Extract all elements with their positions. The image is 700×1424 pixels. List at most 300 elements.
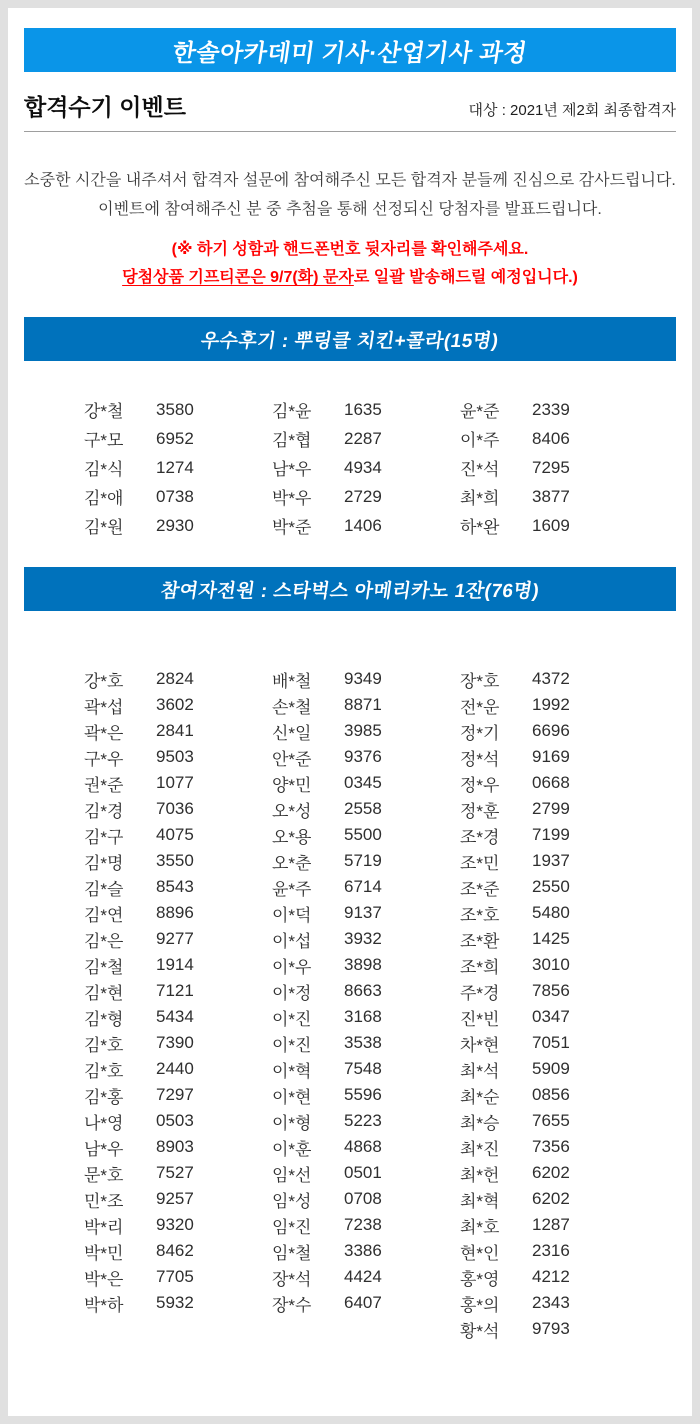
winner-phone-digits: 2841: [156, 721, 194, 740]
winner-row: [272, 848, 460, 874]
intro-paragraph: [24, 166, 676, 224]
winner-phone-digits: 2316: [532, 1241, 570, 1260]
winner-phone-digits: 0347: [532, 1007, 570, 1026]
winner-phone-digits: 1914: [156, 955, 194, 974]
winner-row: [460, 666, 648, 692]
winner-phone-digits: 7051: [532, 1033, 570, 1052]
winner-phone-digits: 7655: [532, 1111, 570, 1130]
winner-name: 남*우: [84, 1139, 124, 1159]
winner-name: 장*수: [272, 1295, 312, 1315]
winner-phone-digits: 6714: [344, 877, 382, 896]
winner-phone-digits: 9793: [532, 1319, 570, 1338]
winner-row: [272, 822, 460, 848]
winner-name: 이*섭: [272, 931, 312, 951]
winner-name: 박*은: [84, 1269, 124, 1289]
winner-row: [84, 1160, 272, 1186]
winner-row: [460, 848, 648, 874]
winner-phone-digits: 1425: [532, 929, 570, 948]
winner-name: 문*호: [84, 1165, 124, 1185]
winner-row: [460, 926, 648, 952]
winner-row: [272, 1212, 460, 1238]
winner-phone-digits: 2550: [532, 877, 570, 896]
winner-phone-digits: 5719: [344, 851, 382, 870]
winner-phone-digits: 3386: [344, 1241, 382, 1260]
winner-phone-digits: 7199: [532, 825, 570, 844]
winner-name: 김*호: [84, 1061, 124, 1081]
winner-row: [460, 1316, 648, 1342]
winner-row: [84, 1238, 272, 1264]
winner-row: [272, 511, 460, 540]
winner-phone-digits: 1609: [532, 515, 570, 535]
winner-row: [84, 424, 272, 453]
winner-row: [272, 666, 460, 692]
winner-name: 김*윤: [272, 402, 312, 421]
title-row: [24, 92, 676, 122]
intro-line-2: 이벤트에 참여해주신 분 중 추첨을 통해 선정되신 당첨자를 발표드립니다.: [98, 201, 602, 218]
winner-name: 이*정: [272, 983, 312, 1003]
winner-phone-digits: 5480: [532, 903, 570, 922]
winner-row: [460, 692, 648, 718]
winner-name: 현*인: [460, 1243, 500, 1263]
winner-phone-digits: 9169: [532, 747, 570, 766]
winner-phone-digits: 0856: [532, 1085, 570, 1104]
winner-row: [272, 453, 460, 482]
winner-name: 박*하: [84, 1295, 124, 1315]
winner-name: 이*주: [460, 431, 500, 450]
winner-phone-digits: 0501: [344, 1163, 382, 1182]
winner-row: [460, 1238, 648, 1264]
winner-phone-digits: 2440: [156, 1059, 194, 1078]
winner-row: [84, 926, 272, 952]
winner-name: 강*호: [84, 671, 124, 691]
winner-phone-digits: 6202: [532, 1189, 570, 1208]
best-review-winners-table: [24, 395, 676, 540]
winner-name: 이*우: [272, 957, 312, 977]
winner-row: [84, 1056, 272, 1082]
notice-line-1: (※ 하기 성함과 핸드폰번호 뒷자리를 확인해주세요.: [171, 241, 529, 258]
winner-row: [272, 796, 460, 822]
winner-row: [84, 978, 272, 1004]
winner-phone-digits: 3877: [532, 486, 570, 506]
winner-phone-digits: 0668: [532, 773, 570, 792]
winner-row: [460, 900, 648, 926]
winner-row: [84, 1186, 272, 1212]
winner-row: [84, 482, 272, 511]
winner-phone-digits: 1992: [532, 695, 570, 714]
winner-phone-digits: 7856: [532, 981, 570, 1000]
winner-name: 최*석: [460, 1061, 500, 1081]
notice-rest-text: 로 일괄 발송해드릴 예정입니다.): [353, 269, 578, 286]
winner-row: [460, 1212, 648, 1238]
winner-phone-digits: 5932: [156, 1293, 194, 1312]
winner-name: 박*리: [84, 1217, 124, 1237]
winner-phone-digits: 3538: [344, 1033, 382, 1052]
winner-name: 장*호: [460, 671, 500, 691]
winner-row: [84, 822, 272, 848]
winner-name: 최*혁: [460, 1191, 500, 1211]
winner-row: [84, 952, 272, 978]
winner-name: 이*진: [272, 1035, 312, 1055]
winner-phone-digits: 8871: [344, 695, 382, 714]
winner-row: [84, 1004, 272, 1030]
notice-underlined-text: 당첨상품 기프티콘은 9/7(화) 문자: [122, 269, 354, 286]
winner-name: 곽*은: [84, 723, 124, 743]
winner-phone-digits: 4934: [344, 457, 382, 477]
winner-name: 오*용: [272, 827, 312, 847]
winner-row: [272, 744, 460, 770]
winner-phone-digits: 4868: [344, 1137, 382, 1156]
winner-row: [272, 718, 460, 744]
winner-row: [84, 770, 272, 796]
winner-row: [460, 1160, 648, 1186]
winner-row: [272, 1186, 460, 1212]
winner-row: [460, 952, 648, 978]
winner-row: [272, 424, 460, 453]
winner-phone-digits: 8462: [156, 1241, 194, 1260]
winner-row: [84, 1290, 272, 1316]
winner-phone-digits: 9137: [344, 903, 382, 922]
winner-row: [84, 744, 272, 770]
winner-name: 민*조: [84, 1191, 124, 1211]
winner-phone-digits: 9503: [156, 747, 194, 766]
winner-phone-digits: 9376: [344, 747, 382, 766]
winner-row: [460, 1134, 648, 1160]
winner-name: 김*구: [84, 827, 124, 847]
winner-name: 임*진: [272, 1217, 312, 1237]
winner-name: 김*현: [84, 983, 124, 1003]
winner-name: 진*빈: [460, 1009, 500, 1029]
winner-phone-digits: 7036: [156, 799, 194, 818]
winner-name: 이*덕: [272, 905, 312, 925]
winner-phone-digits: 1287: [532, 1215, 570, 1234]
winner-phone-digits: 8896: [156, 903, 194, 922]
winner-row: [272, 692, 460, 718]
winners-column: [84, 395, 272, 540]
winner-name: 김*식: [84, 460, 124, 479]
winner-row: [84, 900, 272, 926]
winner-name: 정*기: [460, 723, 500, 743]
winner-phone-digits: 2824: [156, 669, 194, 688]
winner-phone-digits: 7527: [156, 1163, 194, 1182]
winner-name: 조*호: [460, 905, 500, 925]
winner-row: [460, 1030, 648, 1056]
winner-row: [84, 1082, 272, 1108]
winner-row: [460, 1082, 648, 1108]
winner-name: 곽*섭: [84, 697, 124, 717]
winner-name: 배*철: [272, 671, 312, 691]
winner-name: 조*경: [460, 827, 500, 847]
winner-name: 임*철: [272, 1243, 312, 1263]
winner-phone-digits: 5909: [532, 1059, 570, 1078]
winner-name: 이*진: [272, 1009, 312, 1029]
winner-name: 김*홍: [84, 1087, 124, 1107]
winner-name: 최*희: [460, 489, 500, 508]
winner-row: [460, 1108, 648, 1134]
winner-phone-digits: 0738: [156, 486, 194, 506]
winner-phone-digits: 5500: [344, 825, 382, 844]
course-header-banner: [24, 28, 676, 72]
notice-line-2: [24, 264, 676, 292]
winner-name: 오*성: [272, 801, 312, 821]
winner-row: [272, 1160, 460, 1186]
course-header-text: 한솔아카데미 기사·산업기사 과정: [170, 39, 529, 67]
winner-row: [460, 453, 648, 482]
winner-name: 차*현: [460, 1035, 500, 1055]
winner-phone-digits: 3602: [156, 695, 194, 714]
winner-name: 양*민: [272, 775, 312, 795]
winner-name: 김*은: [84, 931, 124, 951]
winner-phone-digits: 1274: [156, 457, 194, 477]
winner-phone-digits: 2558: [344, 799, 382, 818]
winner-name: 주*경: [460, 983, 500, 1003]
winner-name: 홍*영: [460, 1269, 500, 1289]
winner-row: [272, 1004, 460, 1030]
winner-row: [460, 822, 648, 848]
winner-row: [460, 395, 648, 424]
winner-phone-digits: 1077: [156, 773, 194, 792]
winner-phone-digits: 5434: [156, 1007, 194, 1026]
winner-phone-digits: 7121: [156, 981, 194, 1000]
winner-name: 구*모: [84, 431, 124, 450]
winner-name: 정*훈: [460, 801, 500, 821]
winner-row: [84, 1212, 272, 1238]
winner-name: 박*민: [84, 1243, 124, 1263]
winners-column: [84, 666, 272, 1342]
winner-phone-digits: 0708: [344, 1189, 382, 1208]
winner-name: 강*철: [84, 402, 124, 421]
winner-name: 홍*의: [460, 1295, 500, 1315]
winner-row: [272, 1082, 460, 1108]
winner-name: 김*경: [84, 801, 124, 821]
winner-row: [272, 1238, 460, 1264]
winner-row: [84, 1134, 272, 1160]
winner-row: [84, 796, 272, 822]
winner-name: 임*선: [272, 1165, 312, 1185]
winner-row: [84, 511, 272, 540]
winner-phone-digits: 2930: [156, 515, 194, 535]
winner-phone-digits: 3010: [532, 955, 570, 974]
winner-phone-digits: 3168: [344, 1007, 382, 1026]
winner-row: [272, 482, 460, 511]
winner-row: [272, 874, 460, 900]
winner-name: 김*형: [84, 1009, 124, 1029]
winner-phone-digits: 3580: [156, 399, 194, 419]
winner-phone-digits: 3932: [344, 929, 382, 948]
winner-phone-digits: 8903: [156, 1137, 194, 1156]
winners-column: [460, 395, 648, 540]
winner-row: [272, 1290, 460, 1316]
winner-phone-digits: 7356: [532, 1137, 570, 1156]
all-participants-banner-text: 참여자전원 : 스타벅스 아메리카노 1잔(76명): [159, 580, 541, 602]
winner-row: [272, 978, 460, 1004]
winner-phone-digits: 6407: [344, 1293, 382, 1312]
winner-phone-digits: 1937: [532, 851, 570, 870]
winner-phone-digits: 2339: [532, 399, 570, 419]
winner-name: 최*진: [460, 1139, 500, 1159]
best-review-banner: [24, 317, 676, 361]
winner-phone-digits: 8663: [344, 981, 382, 1000]
winner-name: 윤*준: [460, 402, 500, 421]
winner-name: 최*호: [460, 1217, 500, 1237]
winner-name: 조*희: [460, 957, 500, 977]
all-participants-table: [24, 666, 676, 1342]
winner-row: [84, 848, 272, 874]
winner-row: [272, 900, 460, 926]
winner-row: [460, 874, 648, 900]
all-participants-banner: [24, 567, 676, 611]
winner-name: 이*형: [272, 1113, 312, 1133]
winner-row: [84, 1030, 272, 1056]
winner-row: [272, 395, 460, 424]
winner-phone-digits: 8406: [532, 428, 570, 448]
winner-row: [460, 511, 648, 540]
winner-phone-digits: 9320: [156, 1215, 194, 1234]
winner-phone-digits: 1406: [344, 515, 382, 535]
winner-row: [84, 453, 272, 482]
winner-name: 구*우: [84, 749, 124, 769]
winner-phone-digits: 8543: [156, 877, 194, 896]
page-title: 합격수기 이벤트: [24, 94, 186, 120]
winner-name: 황*석: [460, 1321, 500, 1341]
winner-name: 장*석: [272, 1269, 312, 1289]
winner-row: [460, 424, 648, 453]
winner-phone-digits: 9257: [156, 1189, 194, 1208]
winner-phone-digits: 7297: [156, 1085, 194, 1104]
winner-phone-digits: 7238: [344, 1215, 382, 1234]
winner-phone-digits: 2343: [532, 1293, 570, 1312]
winner-row: [84, 1108, 272, 1134]
winner-name: 하*완: [460, 518, 500, 537]
winner-phone-digits: 7295: [532, 457, 570, 477]
winner-row: [272, 1134, 460, 1160]
winner-phone-digits: 3550: [156, 851, 194, 870]
winner-phone-digits: 4212: [532, 1267, 570, 1286]
winner-name: 김*명: [84, 853, 124, 873]
winner-name: 정*석: [460, 749, 500, 769]
winner-row: [460, 1186, 648, 1212]
winners-column: [272, 395, 460, 540]
winner-row: [84, 1264, 272, 1290]
winner-phone-digits: 4372: [532, 669, 570, 688]
winner-row: [460, 770, 648, 796]
winner-row: [272, 926, 460, 952]
announcement-page: [8, 8, 692, 1416]
winner-phone-digits: 3985: [344, 721, 382, 740]
winner-name: 진*석: [460, 460, 500, 479]
winners-column: [272, 666, 460, 1342]
winner-name: 신*일: [272, 723, 312, 743]
winner-row: [84, 395, 272, 424]
winner-row: [460, 1290, 648, 1316]
winner-name: 전*운: [460, 697, 500, 717]
winner-phone-digits: 7705: [156, 1267, 194, 1286]
winner-phone-digits: 5223: [344, 1111, 382, 1130]
winner-phone-digits: 6202: [532, 1163, 570, 1182]
winner-name: 조*민: [460, 853, 500, 873]
winner-name: 손*철: [272, 697, 312, 717]
winner-name: 김*애: [84, 489, 124, 508]
winner-phone-digits: 7390: [156, 1033, 194, 1052]
winner-row: [84, 874, 272, 900]
winner-row: [272, 1108, 460, 1134]
winner-name: 안*준: [272, 749, 312, 769]
winner-row: [272, 952, 460, 978]
winner-row: [460, 1056, 648, 1082]
winner-name: 나*영: [84, 1113, 124, 1133]
winner-phone-digits: 2729: [344, 486, 382, 506]
intro-line-1: 소중한 시간을 내주셔서 합격자 설문에 참여해주신 모든 합격자 분들께 진심으로 감사드립니다.: [24, 172, 676, 189]
winner-name: 이*훈: [272, 1139, 312, 1159]
winner-row: [84, 692, 272, 718]
winner-name: 이*현: [272, 1087, 312, 1107]
winner-name: 박*준: [272, 518, 312, 537]
target-audience-note: 대상 : 2021년 제2회 최종합격자: [468, 102, 676, 119]
winner-row: [460, 482, 648, 511]
winner-name: 조*환: [460, 931, 500, 951]
winner-phone-digits: 9277: [156, 929, 194, 948]
winner-name: 임*성: [272, 1191, 312, 1211]
winner-row: [460, 744, 648, 770]
winner-name: 김*철: [84, 957, 124, 977]
best-review-banner-text: 우수후기 : 뿌링클 치킨+콜라(15명): [199, 330, 501, 352]
winner-phone-digits: 4424: [344, 1267, 382, 1286]
winner-name: 최*순: [460, 1087, 500, 1107]
winner-row: [460, 978, 648, 1004]
winner-phone-digits: 5596: [344, 1085, 382, 1104]
winner-row: [460, 796, 648, 822]
winner-name: 오*춘: [272, 853, 312, 873]
notice-paragraph: [24, 236, 676, 292]
winner-name: 정*우: [460, 775, 500, 795]
winner-phone-digits: 0503: [156, 1111, 194, 1130]
title-divider: [24, 131, 676, 132]
winner-row: [272, 770, 460, 796]
winner-row: [272, 1030, 460, 1056]
winner-row: [460, 1004, 648, 1030]
winner-name: 최*승: [460, 1113, 500, 1133]
winner-phone-digits: 1635: [344, 399, 382, 419]
winner-phone-digits: 6952: [156, 428, 194, 448]
winner-name: 김*호: [84, 1035, 124, 1055]
winner-phone-digits: 2799: [532, 799, 570, 818]
winner-name: 박*우: [272, 489, 312, 508]
winner-name: 윤*주: [272, 879, 312, 899]
winner-phone-digits: 3898: [344, 955, 382, 974]
winner-phone-digits: 2287: [344, 428, 382, 448]
winner-phone-digits: 0345: [344, 773, 382, 792]
winner-name: 남*우: [272, 460, 312, 479]
winner-name: 김*연: [84, 905, 124, 925]
winner-row: [84, 666, 272, 692]
winner-row: [272, 1056, 460, 1082]
winner-name: 김*원: [84, 518, 124, 537]
winner-name: 최*헌: [460, 1165, 500, 1185]
winner-phone-digits: 7548: [344, 1059, 382, 1078]
winner-phone-digits: 9349: [344, 669, 382, 688]
winner-phone-digits: 4075: [156, 825, 194, 844]
winner-name: 권*준: [84, 775, 124, 795]
winner-name: 김*슬: [84, 879, 124, 899]
winner-name: 이*혁: [272, 1061, 312, 1081]
winner-row: [460, 718, 648, 744]
winner-phone-digits: 6696: [532, 721, 570, 740]
winner-name: 김*협: [272, 431, 312, 450]
winner-row: [272, 1264, 460, 1290]
winner-row: [84, 718, 272, 744]
winner-name: 조*준: [460, 879, 500, 899]
winners-column: [460, 666, 648, 1342]
winner-row: [460, 1264, 648, 1290]
